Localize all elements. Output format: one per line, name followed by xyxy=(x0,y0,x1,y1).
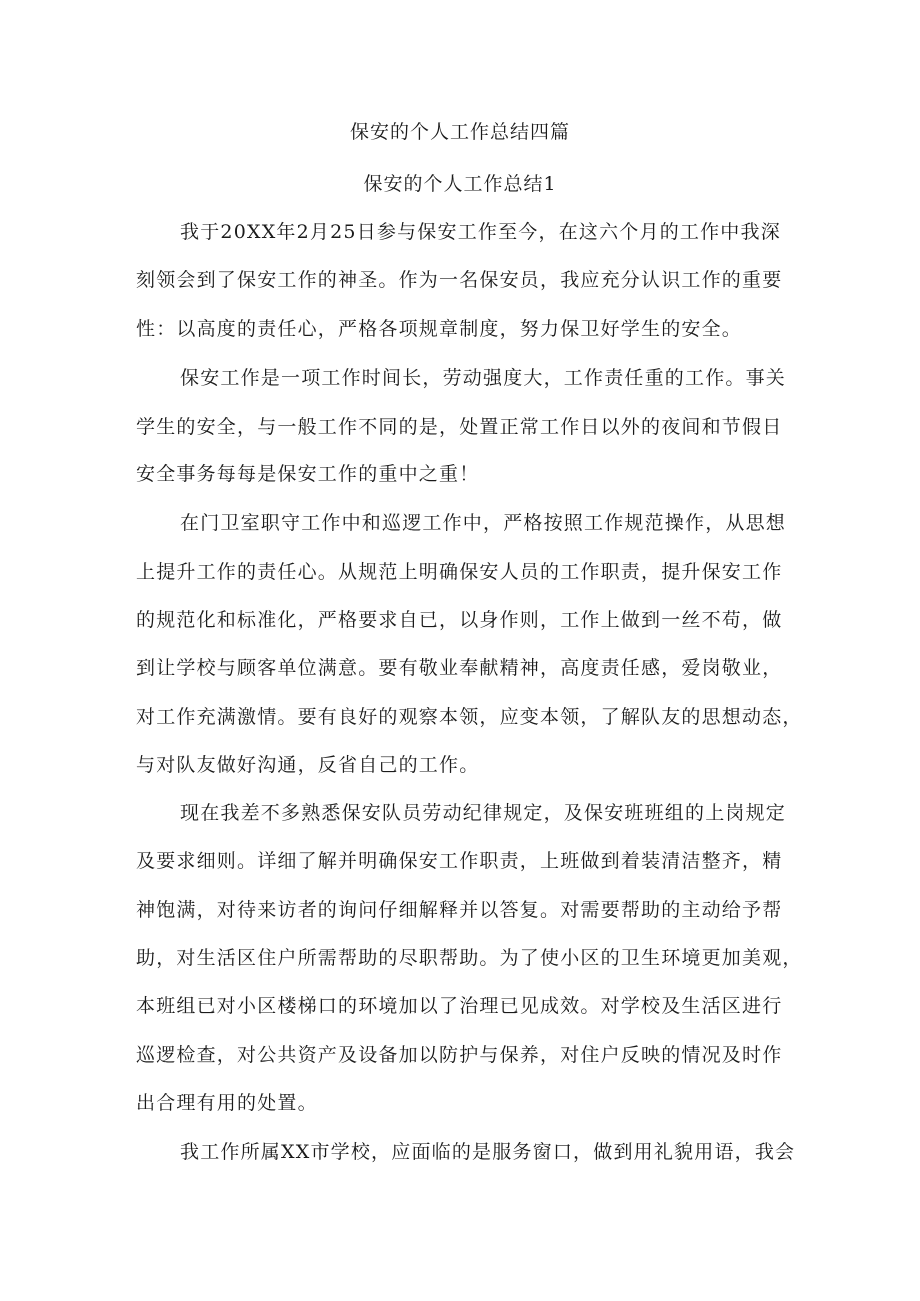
document-title: 保安的个人工作总结四篇 xyxy=(349,121,570,143)
text-line: 安全事务每每是保安工作的重中之重！ xyxy=(136,463,480,485)
text-line: 在门卫室职守工作中和巡逻工作中，严格按照工作规范操作，从思想 xyxy=(180,512,787,534)
text-line: 本班组已对小区楼梯口的环境加以了治理已见成效。对学校及生活区进行 xyxy=(136,995,783,1017)
text-line: 保安工作是一项工作时间长，劳动强度大，工作责任重的工作。事关 xyxy=(180,367,787,389)
text-line: 及要求细则。详细了解并明确保安工作职责，上班做到着装清洁整齐，精 xyxy=(136,850,783,872)
text-line: 现在我差不多熟悉保安队员劳动纪律规定，及保安班班组的上岗规定 xyxy=(180,802,787,824)
text-line: 性：以高度的责任心，严格各项规章制度，努力保卫好学生的安全。 xyxy=(136,318,743,340)
section-title: 保安的个人工作总结1 xyxy=(363,173,557,195)
text-line: 上提升工作的责任心。从规范上明确保安人员的工作职责，提升保安工作 xyxy=(136,561,783,583)
text-line: 学生的安全，与一般工作不同的是，处置正常工作日以外的夜间和节假日 xyxy=(136,416,783,438)
text-line: 我于20XX年2月25日参与保安工作至今，在这六个月的工作中我深 xyxy=(180,221,781,243)
text-line: 与对队友做好沟通，反省自己的工作。 xyxy=(136,754,480,776)
text-line: 我工作所属XX市学校，应面临的是服务窗口，做到用礼貌用语，我会 xyxy=(180,1141,796,1163)
text-line: 的规范化和标准化，严格要求自已，以身作则，工作上做到一丝不苟，做 xyxy=(136,609,783,631)
text-line: 巡逻检查，对公共资产及设备加以防护与保养，对住户反映的情况及时作 xyxy=(136,1044,783,1066)
text-line: 刻领会到了保安工作的神圣。作为一名保安员，我应充分认识工作的重要 xyxy=(136,269,783,291)
text-line: 出合理有用的处置。 xyxy=(136,1092,318,1114)
text-line: 助，对生活区住户所需帮助的尽职帮助。为了使小区的卫生环境更加美观， xyxy=(136,947,803,969)
text-line: 对工作充满激情。要有良好的观察本领，应变本领，了解队友的思想动态， xyxy=(136,706,803,728)
text-line: 到让学校与顾客单位满意。要有敬业奉献精神，高度责任感，爱岗敬业， xyxy=(136,657,783,679)
text-line: 神饱满，对待来访者的询问仔细解释并以答复。对需要帮助的主动给予帮 xyxy=(136,899,783,921)
